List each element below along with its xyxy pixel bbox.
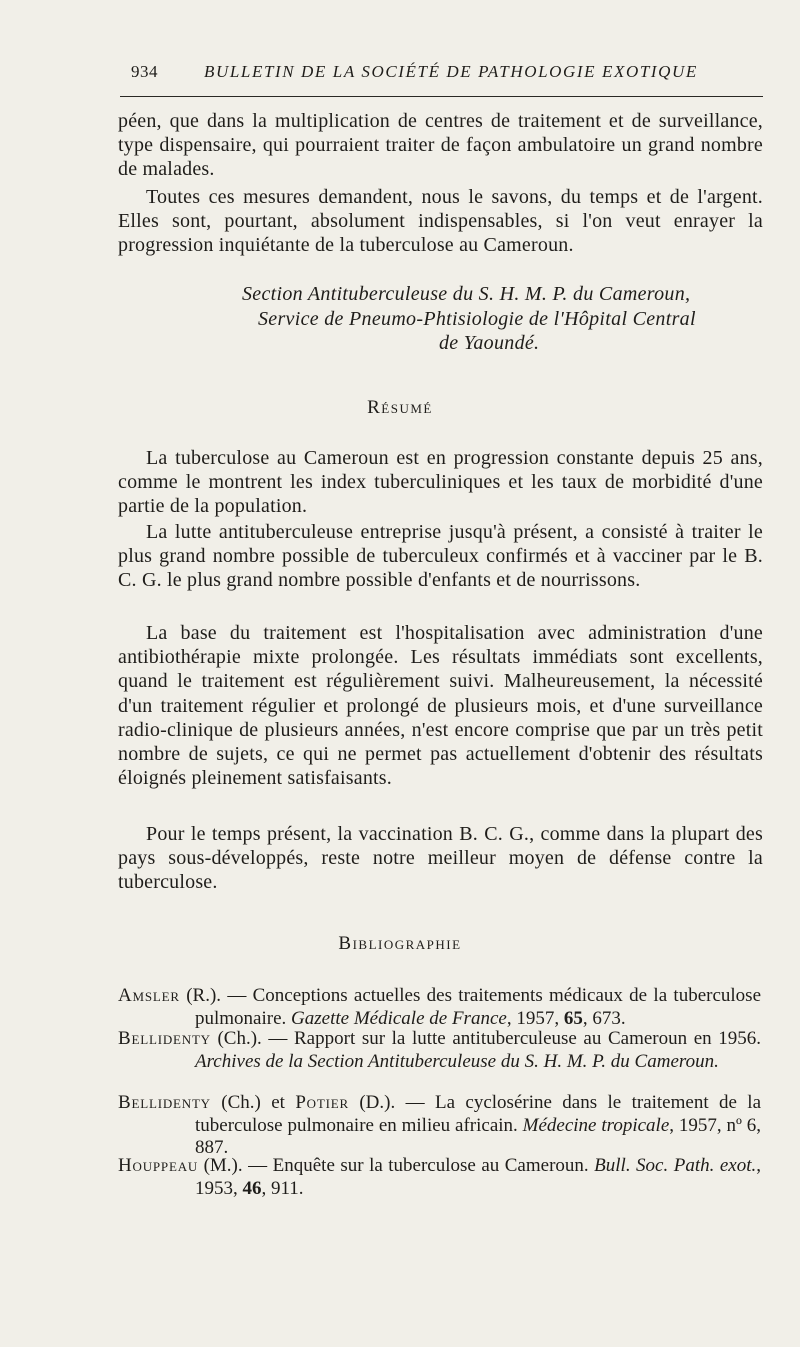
bib-journal: Bull. Soc. Path. exot. <box>594 1155 757 1176</box>
bibliography-heading: Bibliographie <box>338 933 462 954</box>
bib-entry-1: Amsler (R.). — Conceptions actuelles des traitements médicaux de la tuberculose pulmonaire. Gazette Médicale de France, 1957, 65, 673. <box>118 985 762 1029</box>
resume-paragraph-1: La tuberculose au Cameroun est en progression constante depuis 25 ans, comme le montrent les index tuberculiniques et les taux de morbidité d'une partie de la population. <box>118 447 763 518</box>
bib-journal: Gazette Médicale de France <box>291 1007 507 1029</box>
signature-line-2: Service de Pneumo-Phtisiologie de l'Hôpital Central <box>258 308 696 330</box>
bib-author: Houppeau <box>118 1155 199 1176</box>
bib-author: Potier <box>295 1092 349 1113</box>
resume-paragraph-3: La base du traitement est l'hospitalisation avec administration d'une antibiothérapie mixte prolongée. Les résultats immédiats sont excellents, quand le traitement est régulièrement suivi. Malheureusement, la nécessité d'un traitement régulier et prolongé de plusieurs mois, et d'une surveillance radio-clinique de plusieurs années, n'est encore comprise que par un très petit nombre de sujets, ce qui ne permet pas actuellement d'obtenir des résultats éloignés pleinement satisfaisants. <box>118 622 763 790</box>
body-paragraph-1: péen, que dans la multiplication de centres de traitement et de surveillance, type dispensaire, qui pourraient traiter de façon ambulatoire un grand nombre de malades. <box>118 110 763 181</box>
resume-heading: Résumé <box>367 397 433 418</box>
running-title: BULLETIN DE LA SOCIÉTÉ DE PATHOLOGIE EXOTIQUE <box>204 62 698 81</box>
header-rule <box>120 96 763 97</box>
bib-author: Amsler <box>118 985 180 1006</box>
signature-line-3: de Yaoundé. <box>439 332 540 354</box>
body-paragraph-2: Toutes ces mesures demandent, nous le savons, du temps et de l'argent. Elles sont, pourtant, absolument indispensables, si l'on veut enrayer la progression inquiétante de la tuberculose au Cameroun. <box>118 186 763 257</box>
resume-paragraph-4: Pour le temps présent, la vaccination B. C. G., comme dans la plupart des pays sous-développés, reste notre meilleur moyen de défense contre la tuberculose. <box>118 823 763 894</box>
signature-line-1: Section Antituberculeuse du S. H. M. P. du Cameroun, <box>242 283 691 305</box>
bib-author: Bellidenty <box>118 1028 211 1049</box>
bib-entry-4: Houppeau (M.). — Enquête sur la tuberculose au Cameroun. Bull. Soc. Path. exot., 1953, 46, 911. <box>118 1155 762 1199</box>
bib-entry-3: Bellidenty (Ch.) et Potier (D.). — La cyclosérine dans le traitement de la tuberculose pulmonaire en milieu africain. Médecine tropicale, 1957, nº 6, 887. <box>118 1092 762 1158</box>
bib-volume: 65 <box>563 1007 583 1029</box>
bib-author: Bellidenty <box>118 1092 211 1113</box>
resume-paragraph-2: La lutte antituberculeuse entreprise jusqu'à présent, a consisté à traiter le plus grand nombre possible de tuberculeux confirmés et à vacciner par le B. C. G. le plus grand nombre possible d'enfants et de nourrissons. <box>118 521 763 592</box>
bib-volume: 46 <box>242 1177 262 1199</box>
page-number: 934 <box>131 62 158 81</box>
bib-journal: Médecine tropicale <box>522 1114 670 1136</box>
page-header <box>120 62 760 94</box>
bib-journal: Archives de la Section Antituberculeuse du S. H. M. P. du Cameroun. <box>195 1050 719 1072</box>
bib-entry-2: Bellidenty (Ch.). — Rapport sur la lutte antituberculeuse au Cameroun en 1956. Archives de la Section Antituberculeuse du S. H. M. P. du Cameroun. <box>118 1028 761 1072</box>
